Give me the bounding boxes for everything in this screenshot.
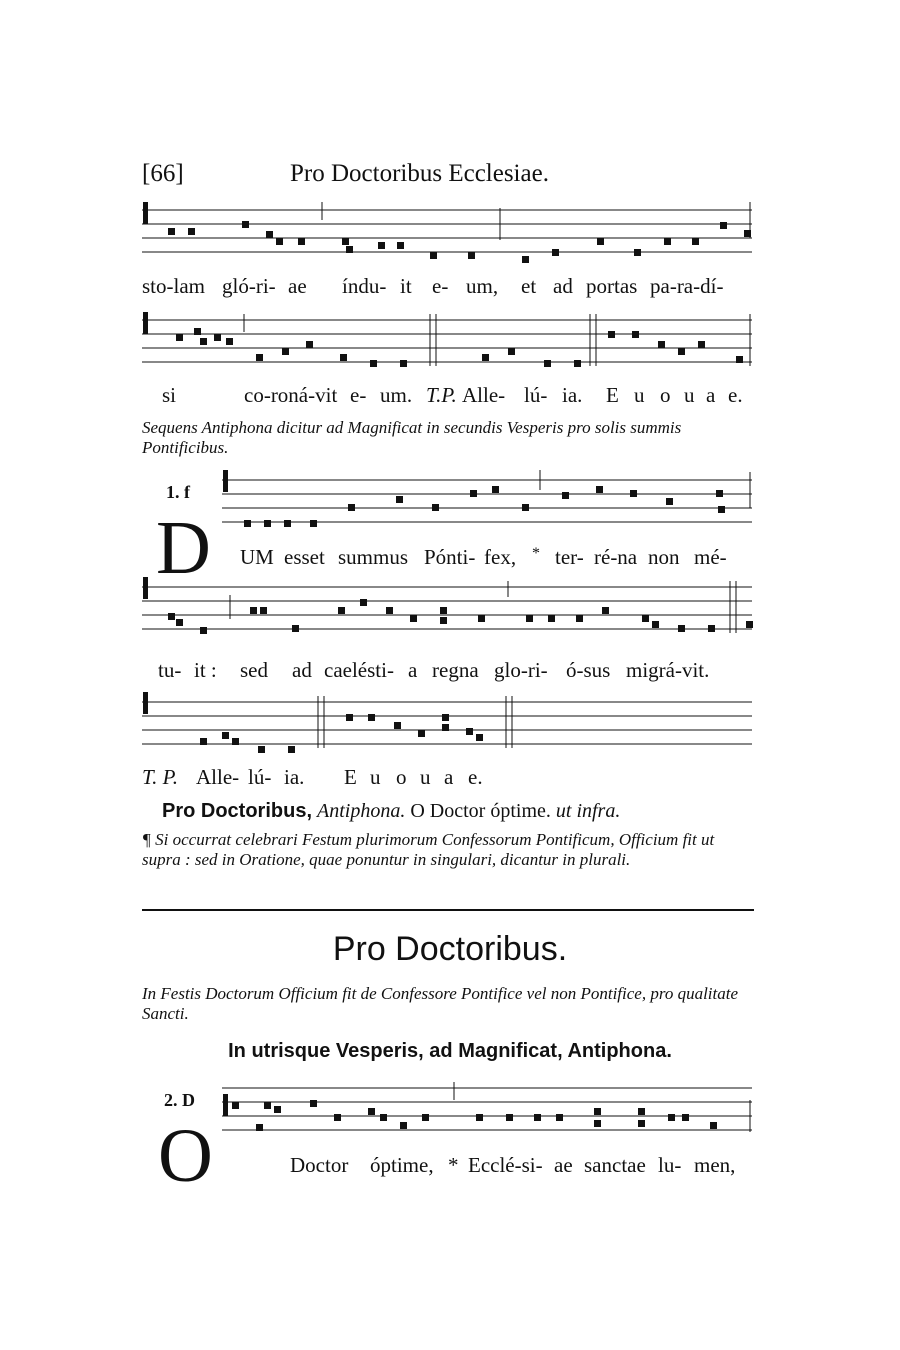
staff-2-lyric-10: u — [634, 383, 645, 407]
staff-2-lyric-14: e. — [728, 383, 743, 407]
staff-6-lyric-6: lu- — [658, 1153, 682, 1177]
section-divider — [142, 909, 754, 911]
staff-4-lyric-9: ó-sus — [566, 658, 611, 682]
staff-3-lyric-8: non — [648, 545, 680, 569]
staff-2-lyric-12: u — [684, 383, 695, 407]
ut-infra-label: ut infra. — [555, 800, 621, 822]
staff-4-lyric-7: regna — [432, 658, 479, 682]
staff-1 — [142, 200, 752, 270]
initial-letter-d: D — [156, 506, 211, 590]
staff-1-lyric-11: pa-ra-dí- — [650, 274, 724, 298]
staff-3-lyric-3: summus — [338, 545, 409, 569]
staff-1-lyric-1: sto-lam — [142, 274, 205, 298]
staff-6-lyric-3: Ecclé-si- — [468, 1153, 543, 1177]
staff-3 — [222, 468, 754, 538]
staff-6-asterisk: * — [448, 1153, 459, 1177]
staff-1-lyric-3: ae — [288, 274, 307, 298]
staff-5-lyric-10: e. — [468, 765, 483, 789]
rubric-magnificat-note: Sequens Antiphona dicitur ad Magnificat in secundis Vesperis pro solis summis Pontificibus. — [142, 418, 682, 457]
staff-5 — [142, 690, 752, 760]
staff-1-lyric-5: it — [400, 274, 412, 298]
staff-4-lyric-10: migrá-vit. — [626, 658, 710, 682]
rubric-plurimorum-confessorum: ¶ Si occurrat celebrari Festum plurimorum Confessorum Pontificum, Officium fit ut supra : sed in Oratione, quae ponuntur in singulari, dicantur in plurali. — [142, 830, 715, 869]
staff-3-lyric-2: esset — [284, 545, 325, 569]
rubric-in-festis-doctorum: In Festis Doctorum Officium fit de Confessore Pontifice vel non Pontifice, pro qualitate Sancti. — [142, 984, 739, 1023]
antiphona-label: Antiphona. — [317, 800, 406, 822]
staff-2-lyric-2: co-roná-vit — [244, 383, 338, 407]
staff-5-lyric-3: lú- — [248, 765, 272, 789]
staff-2 — [142, 310, 752, 380]
staff-4 — [142, 575, 752, 650]
staff-2-lyric-4: um. — [380, 383, 413, 407]
pro-doctoribus-label: Pro Doctoribus, — [162, 800, 313, 822]
staff-3-asterisk: * — [532, 545, 540, 562]
staff-2-lyric-8: ia. — [562, 383, 583, 407]
staff-4-lyric-2: it : — [194, 658, 217, 682]
staff-1-lyric-8: et — [521, 274, 537, 298]
staff-5-lyric-1: T. P. — [142, 765, 178, 789]
subheading-vesperis: In utrisque Vesperis, ad Magnificat, Antiphona. — [228, 1040, 672, 1062]
staff-1-lyric-4: índu- — [342, 274, 387, 298]
staff-2-lyric-13: a — [706, 383, 716, 407]
staff-1-lyric-2: gló-ri- — [222, 274, 276, 298]
staff-3-lyric-9: mé- — [694, 545, 727, 569]
running-title: Pro Doctoribus Ecclesiae. — [290, 160, 549, 187]
staff-3-lyric-6: ter- — [555, 545, 584, 569]
staff-3-lyric-4: Pónti- — [424, 545, 476, 569]
antiphon-incipit: O Doctor óptime. — [410, 800, 551, 822]
mode-label-2: 2. D — [164, 1090, 195, 1110]
staff-3-lyric-5: fex, — [484, 545, 517, 569]
staff-6-lyric-5: sanctae — [584, 1153, 646, 1177]
staff-5-lyric-2: Alle- — [196, 765, 240, 789]
staff-3-lyric-7: ré-na — [594, 545, 638, 569]
staff-2-lyric-5: T.P. — [426, 383, 457, 407]
staff-4-lyric-8: glo-ri- — [494, 658, 548, 682]
staff-4-lyric-3: sed — [240, 658, 268, 682]
staff-6-lyric-1: Doctor — [290, 1153, 349, 1177]
staff-6-lyric-4: ae — [554, 1153, 573, 1177]
staff-1-lyric-7: um, — [466, 274, 499, 298]
mode-label-1: 1. f — [166, 482, 190, 502]
staff-6-lyric-2: óptime, — [370, 1153, 434, 1177]
section-title: Pro Doctoribus. — [332, 930, 568, 968]
staff-4-lyric-6: a — [408, 658, 418, 682]
staff-4-lyric-1: tu- — [158, 658, 182, 682]
page-number: [66] — [142, 160, 184, 187]
staff-6 — [222, 1080, 754, 1150]
staff-5-lyric-7: o — [396, 765, 407, 789]
staff-1-lyric-10: portas — [586, 274, 638, 298]
staff-2-lyric-11: o — [660, 383, 671, 407]
staff-1-lyric-6: e- — [432, 274, 449, 298]
staff-4-lyric-5: caelésti- — [324, 658, 394, 682]
staff-6-lyric-7: men, — [694, 1153, 736, 1177]
staff-4-lyric-4: ad — [292, 658, 312, 682]
staff-1-lyric-9: ad — [553, 274, 573, 298]
staff-5-lyric-5: E — [344, 765, 357, 789]
staff-2-lyric-3: e- — [350, 383, 367, 407]
staff-5-lyric-8: u — [420, 765, 431, 789]
initial-letter-o: O — [158, 1114, 213, 1198]
staff-2-lyric-6: Alle- — [462, 383, 506, 407]
staff-2-lyric-1: si — [162, 383, 177, 407]
staff-2-lyric-9: E — [606, 383, 619, 407]
pro-doctoribus-antiphon-line — [162, 800, 620, 823]
staff-3-lyric-1: UM — [240, 545, 274, 569]
staff-2-lyric-7: lú- — [524, 383, 548, 407]
staff-5-lyric-9: a — [444, 765, 454, 789]
staff-5-lyric-4: ia. — [284, 765, 305, 789]
staff-5-lyric-6: u — [370, 765, 381, 789]
